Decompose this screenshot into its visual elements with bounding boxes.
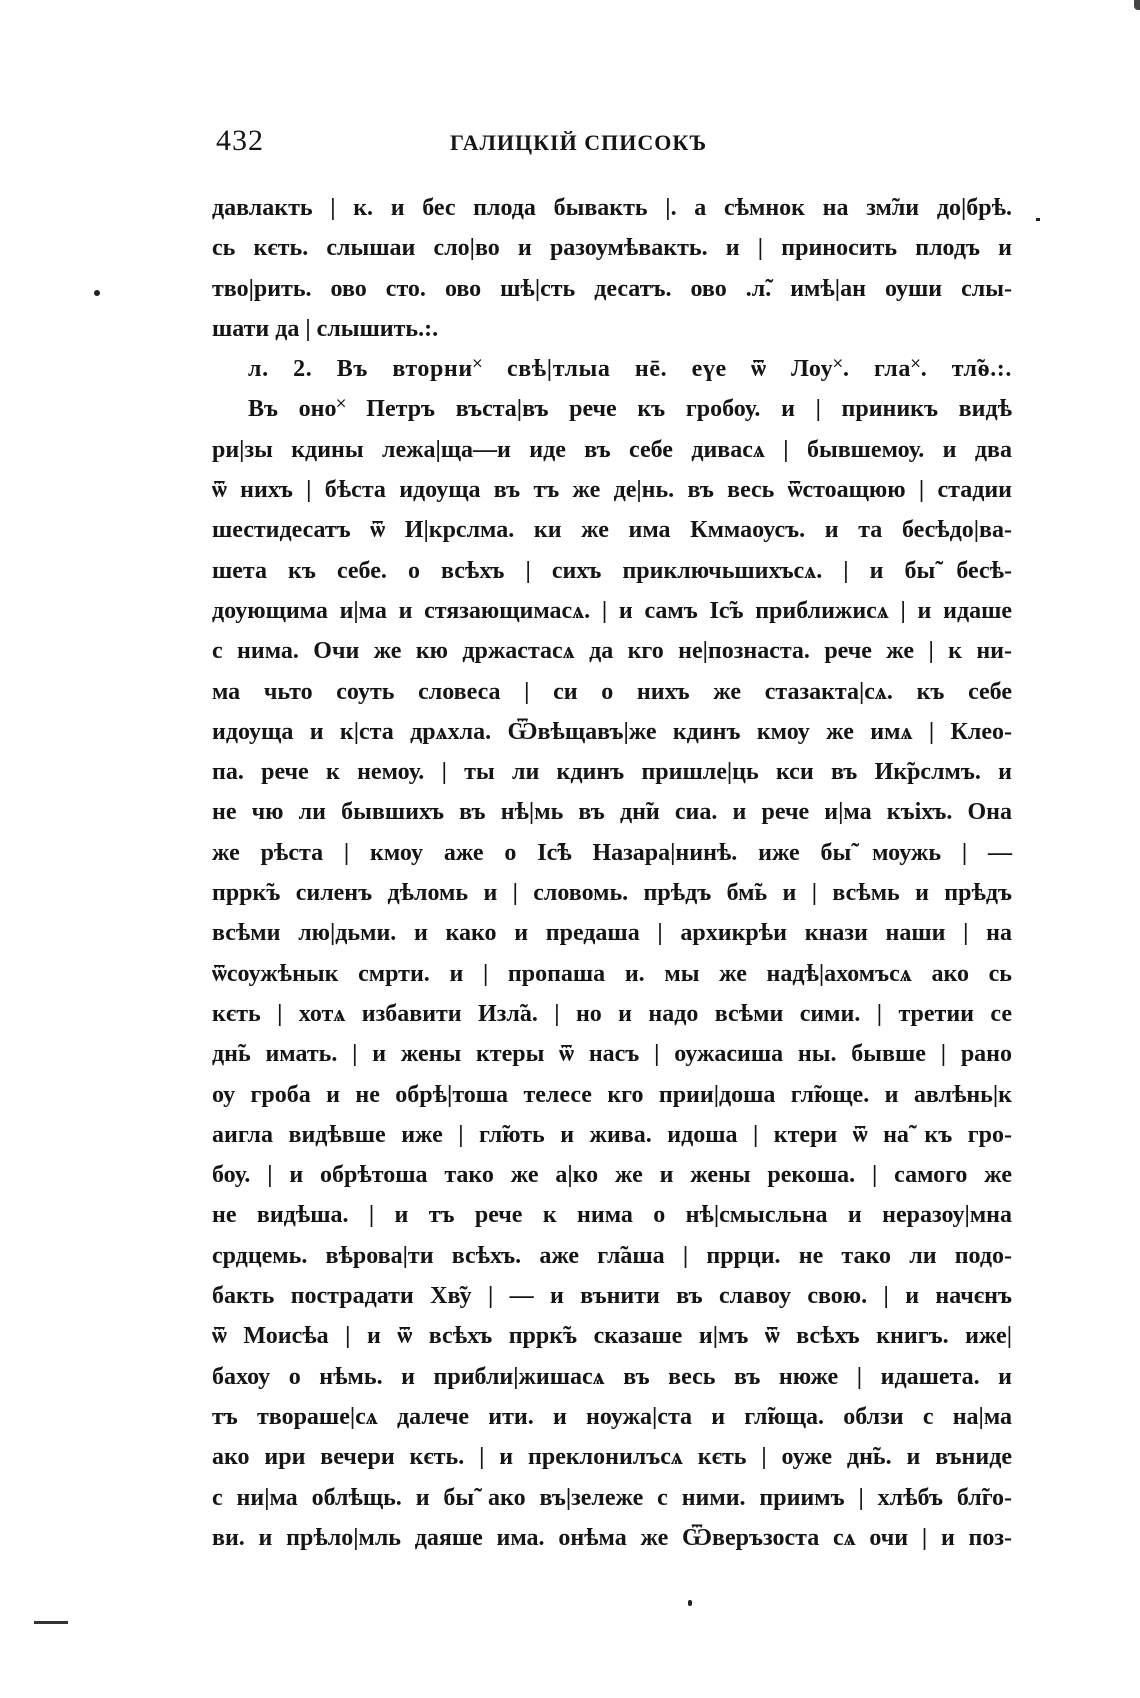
running-title: ГАЛИЦКІЙ СПИСОКЪ [450,130,708,155]
text-line: ма чьто соуть словеса | си о нихъ же стазакта|сѧ. къ себе [212,678,1012,705]
text-line: доующима и|ма и стязающимасѧ. | и самъ Іс̃ъ приближисѧ | и идаше [212,597,1012,624]
text-line: с ни|ма облѣщь. и бы̃ ако въ|зележе с ними. приимъ | хлѣбъ бл̃го- [212,1484,1012,1511]
text-line: с нима. Очи же кю држастасѧ да кго не|познаста. рече же | к ни- [212,638,1012,665]
text-line: оу гроба и не обрѣ|тоша телесе кго прии|доша гл̃юще. и авлѣнь|к [212,1081,1012,1108]
text-line: ѿ Моисѣа | и ѿ всѣхъ пррк̃ъ сказаше и|мъ ѿ всѣхъ книгъ. иже| [212,1323,1012,1350]
text-line: всѣми лю|дьми. и како и предаша | архикрѣи кнази наши | на [212,920,1012,947]
page-number: 432 [216,124,264,157]
text-line: давлакть | к. и бес плода бывакть |. а сѣмнок на зм̃ли до|брѣ. [212,195,1012,221]
text-line: бакть пострадати Хв̃у | — и вънити въ славоу свою. | и начєнъ [212,1283,1012,1310]
text-line: ви. и прѣло|мль даяше има. онѣма же Ѿверъзоста сѧ очи | и поз- [212,1524,1012,1551]
text-line: не чю ли бывшихъ въ нѣ|мь въ дн̃и сиа. и рече и|ма къіхъ. Она [212,799,1012,826]
text-line: не видѣша. | и тъ рече к нима о нѣ|смысльна и неразоу|мна [212,1202,1012,1229]
text-line: бахоу о нѣмь. и прибли|жишасѧ въ весь въ нюже | идашета. и [212,1363,1012,1390]
text-line: шестидесатъ ѿ И|крслма. ки же има Кммаоусъ. и та бесѣдо|ва- [212,517,1012,544]
text-line: аигла видѣвше иже | гл̃ють и жива. идоша | ктери ѿ на̃ къ гро- [212,1121,1012,1148]
text-line: кєть | хотѧ избавити Изл̃а. | но и надо всѣми сими. | третии се [212,1000,1012,1027]
text-line: идоуща и к|ста дрѧхла. Ѿвѣщавъ|же кдинъ кмоу же имѧ | Клео- [212,718,1012,745]
rubric-line: л. 2. Въ вторни˟ свѣ|тлыа нē. еүе ѿ Лоу˟. гла˟. тл̃ѳ.:. [248,356,1012,383]
text-line: тво|рить. ово сто. ово шѣ|сть десатъ. ово .л̃. имѣ|ан оуши слы- [212,275,1012,302]
scan-speck-icon [1036,218,1040,221]
scan-mark-dash [34,1621,68,1624]
text-line: ако ири вечери кєть. | и преклонилъсѧ кєть | оуже дн̃ь. и вънидe [212,1444,1012,1471]
text-line: боу. | и обрѣтоша тако же а|ко же и жены рекоша. | самого же [212,1162,1012,1189]
text-line: па. рече к немоу. | ты ли кдинъ пришле|ць кси въ Ик̃рслмъ. и [212,759,1012,786]
text-line: срдцемь. вѣрова|ти всѣхъ. аже гл̃аша | пррци. не тако ли подо- [212,1242,1012,1269]
page-header [212,124,1012,164]
text-line: ѿ нихъ | бѣста идоуща въ тъ же де|нь. въ весь ѿстоащюю | стадии [212,477,1012,504]
text-line: шета къ себе. о всѣхъ | сихъ приключьшихъсѧ. | и бы̃ бесѣ- [212,557,1012,584]
text-line: же рѣста | кмоу аже о Іс̃ѣ Назара|нинѣ. иже бы̃ моужь | — [212,839,1012,866]
text-line: дн̃ь имать. | и жены ктеры ѿ насъ | оужасиша ны. бывше | рано [212,1041,1012,1068]
text-line: шати да | слышить.:. [212,315,439,342]
body-text [212,188,1012,1558]
text-line: ри|зы кдины лежа|ща—и иде въ себе дивасѧ | бывшемоу. и два [212,436,1012,463]
text-line: ѿсоужѣнык смрти. и | пропаша и. мы же надѣ|ахомъсѧ ако сь [212,960,1012,987]
scan-speck-icon [94,290,100,296]
scan-speck-icon [688,1600,692,1606]
text-line: пррк̃ъ силенъ дѣломь и | словомь. прѣдъ бм̃ь и | всѣмь и прѣдъ [212,880,1012,907]
scan-corner-mark [1134,0,1140,10]
text-line: сь кєть. слышаи сло|во и разоумѣвакть. и | приносить плодъ и [212,235,1012,262]
text-line: Въ оно˟ Петръ въста|въ рече къ гробоу. и | приникъ видѣ [248,396,1012,423]
text-line: тъ твораше|сѧ далече ити. и ноужа|ста и гл̃юща. облзи с на|ма [212,1403,1012,1430]
